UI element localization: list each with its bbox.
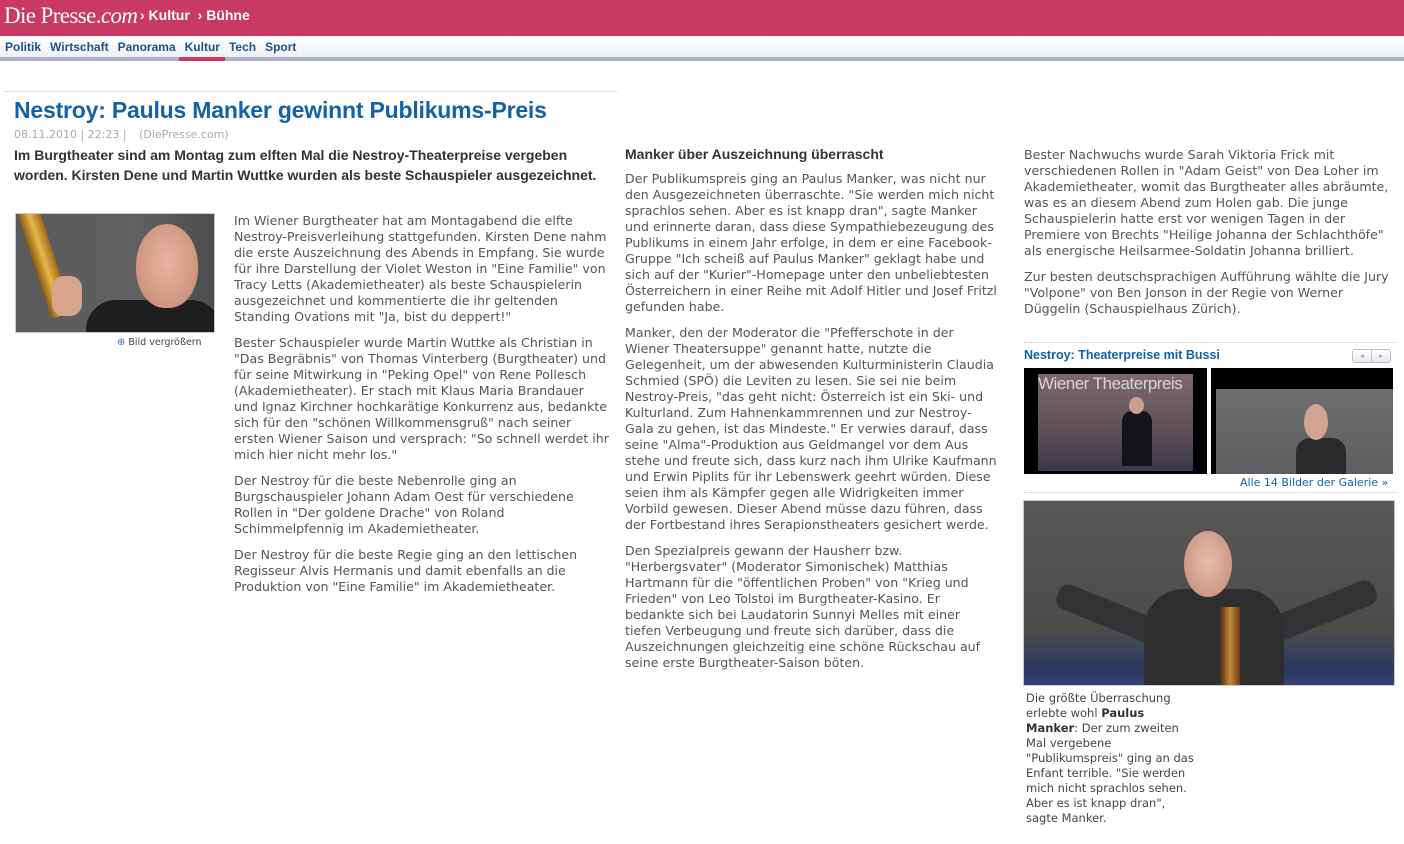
site-logo[interactable] — [4, 2, 137, 30]
thumbnail-banner-text: Wiener Theaterpreis — [1038, 374, 1183, 393]
gallery-thumbnail[interactable] — [1024, 368, 1207, 474]
figure-shape — [1296, 438, 1346, 474]
torso-shape — [1144, 589, 1284, 686]
nav-item-kultur[interactable]: Kultur — [184, 40, 220, 54]
nav-items — [5, 40, 305, 54]
next-arrow-icon[interactable]: ▸ — [1371, 350, 1390, 362]
article-photo[interactable] — [15, 213, 215, 333]
paragraph: Der Nestroy für die beste Regie ging an den lettischen Regisseur Alvis Hermanis und damit ebenfalls an die Produktion von "Eine Familie" im Akademietheater. — [234, 547, 578, 594]
article-date: 08.11.2010 | 22:23 | — [14, 128, 127, 141]
enlarge-label: Bild vergrößern — [128, 337, 202, 348]
paragraph: Zur besten deutschsprachigen Aufführung wählte die Jury "Volpone" von Ben Jonson in der Regie von Werner Düggelin (Schauspielhaus Zürich). — [1024, 269, 1389, 316]
divider — [4, 91, 618, 92]
article-source: (DiePresse.com) — [139, 128, 229, 141]
paragraph: Der Nestroy für die beste Nebenrolle ging an Burgschauspieler Johann Adam Oest für verschiedene Rollen in "Der goldene Drache" von Roland Schimmelpfennig im Akademietheater. — [234, 473, 574, 536]
nav-item-tech[interactable]: Tech — [228, 40, 257, 54]
paragraph: Bester Schauspieler wurde Martin Wuttke als Christian in "Das Begräbnis" von Thomas Vinterberg (Burgtheater) und für seine Mitwirkung in "Peking Opel" von Rene Pollesch (Akademietheater). Er stach mit Klaus Maria Brandauer und Ignaz Kirchner hochkarätige Konkurrenz aus, bedankte sich für den "schönen Willkommensgruß" nach seiner ersten Wiener Saison und versprach: "So schnell werdet ihr mich hier nicht mehr los." — [234, 335, 609, 462]
caption-text: Die größte Überraschung erlebte wohl — [1026, 691, 1171, 720]
logo-suffix: com — [100, 3, 138, 28]
gallery-pager — [1352, 349, 1391, 363]
head-shape — [136, 224, 198, 308]
paragraph: Der Publikumspreis ging an Paulus Manker, was nicht nur den Ausgezeichneten überraschte. "Sie werden mich nicht sprachlos sehen. Aber es ist knapp dran", sagte Manker und erinnerte daran, dass diese Sympathiebezeugung des Publikums in einem Jahr erfolge, in dem er eine Facebook-Gruppe "Ich scheiß auf Paulus Manker" geklagt habe und sich auf der "Kurier"-Homepage unter den unbeliebtesten Österreichern in einer Reihe mit Adolf Hitler und Josef Fritzl gefunden habe. — [625, 171, 997, 314]
article-column-3 — [1024, 147, 1396, 327]
paragraph: Manker, den der Moderator die "Pfefferschote in der Wiener Theatersuppe" genannt hatte, nutzte die Gelegenheit, um der abwesenden Kulturministerin Claudia Schmied (SPÖ) die Leviten zu lesen. Sie sei nie beim Nestroy-Preis, "das geht nicht: Österreich ist ein Ski- und Kulturland. Zum Hahnenkammrennen und zur Nestroy-Gala zu gehen, ist das Mindeste." Er verwies darauf, dass seine "Alma"-Produktion aus Geldmangel vor dem Aus stehe und freute sich, dass kurz nach ihm Ulrike Kaufmann und Erwin Piplits für ihr Lebenswerk geehrt würden. Diese seien ihm als Kämpfer gegen alle Widrigkeiten immer Vorbild gewesen. Dieser Abend müsse dazu führen, dass der Fortbestand ihres Serapionstheaters gesichert werde. — [625, 325, 997, 532]
gallery-title[interactable]: Nestroy: Theaterpreise mit Bussi — [1024, 348, 1220, 362]
photo-caption — [1026, 691, 1196, 826]
paragraph: Den Spezialpreis gewann der Hausherr bzw. "Herbergsvater" (Moderator Simonischek) Matthias Hartmann für die "öffentlichen Proben" von "Krieg und Frieden" von Leo Tolstoi im Burgtheater-Kasino. Er bedankte sich bei Laudatorin Sunnyi Melles mit einer tiefen Verbeugung und freute sich darüber, dass die Auszeichnungen gleichzeitig eine schöne Rückschau auf seine erste Burgtheater-Saison böten. — [625, 543, 981, 670]
enlarge-image-link[interactable] — [117, 337, 202, 348]
arm-shape — [1268, 577, 1380, 642]
gallery-all-link[interactable]: Alle 14 Bilder der Galerie » — [1240, 476, 1389, 489]
gallery-thumbnail[interactable] — [1211, 368, 1393, 474]
gallery-main-photo[interactable] — [1023, 500, 1395, 686]
nav-item-wirtschaft[interactable]: Wirtschaft — [50, 40, 109, 54]
article-column-2 — [625, 171, 997, 681]
caption-text: : Der zum zweiten Mal vergebene "Publikumspreis" ging an das Enfant terrible. "Sie werden mich nicht sprachlos sehen. Aber es ist knapp dran", sagte Manker. — [1026, 721, 1194, 825]
head-shape — [1184, 531, 1232, 597]
nav-item-politik[interactable]: Politik — [5, 40, 42, 54]
trophy-shape — [1220, 607, 1240, 686]
magnifier-icon: ⊕ — [117, 337, 126, 348]
article-column-1 — [234, 213, 609, 605]
article-meta — [14, 128, 229, 141]
divider — [1024, 342, 1396, 343]
site-header — [0, 0, 1404, 36]
face-shape — [1304, 404, 1328, 440]
caption-name: Paulus Manker — [1026, 706, 1145, 735]
paragraph: Bester Nachwuchs wurde Sarah Viktoria Frick mit verschiedenen Rollen in "Adam Geist" von Dea Loher im Akademietheater, womit das Burgtheater alles abräumte, was es an diesem Abend zum Holen gab. Die junge Schauspielerin hatte erst vor wenigen Tagen in der Premiere von Brechts "Heilige Johanna der Schlachthöfe" als energische Heilsarmee-Soldatin Johanna brilliert. — [1024, 147, 1389, 258]
nav-item-sport[interactable]: Sport — [265, 40, 297, 54]
presenter-shape — [1122, 411, 1152, 466]
nav-item-panorama[interactable]: Panorama — [117, 40, 176, 54]
breadcrumb-buehne[interactable]: › Bühne — [197, 7, 250, 23]
breadcrumb-kultur[interactable]: › Kultur — [140, 7, 190, 23]
breadcrumb — [140, 6, 254, 24]
prev-arrow-icon[interactable]: ◂ — [1360, 352, 1364, 360]
hand-shape — [52, 276, 82, 316]
article-subheading: Manker über Auszeichnung überrascht — [625, 146, 884, 162]
paragraph: Im Wiener Burgtheater hat am Montagabend die elfte Nestroy-Preisverleihung stattgefunden. Kirsten Dene nahm die erste Auszeichnung des Abends in Empfang. Sie wurde für ihre Darstellung der Violet Weston in "Eine Familie" von Tracy Letts (Akademietheater) als beste Schauspielerin ausgezeichnet und kommentierte die ihr geltenden Standing Ovations mit "Ja, bist du deppert!" — [234, 213, 607, 324]
divider — [1024, 492, 1396, 493]
article-title: Nestroy: Paulus Manker gewinnt Publikums-Preis — [14, 97, 547, 123]
logo-text: Die Presse. — [4, 3, 101, 28]
article-lead: Im Burgtheater sind am Montag zum elften Mal die Nestroy-Theaterpreise vergeben worden. Kirsten Dene und Martin Wuttke wurden als beste Schauspieler ausgezeichnet. — [14, 147, 597, 183]
body-shape — [86, 300, 215, 333]
